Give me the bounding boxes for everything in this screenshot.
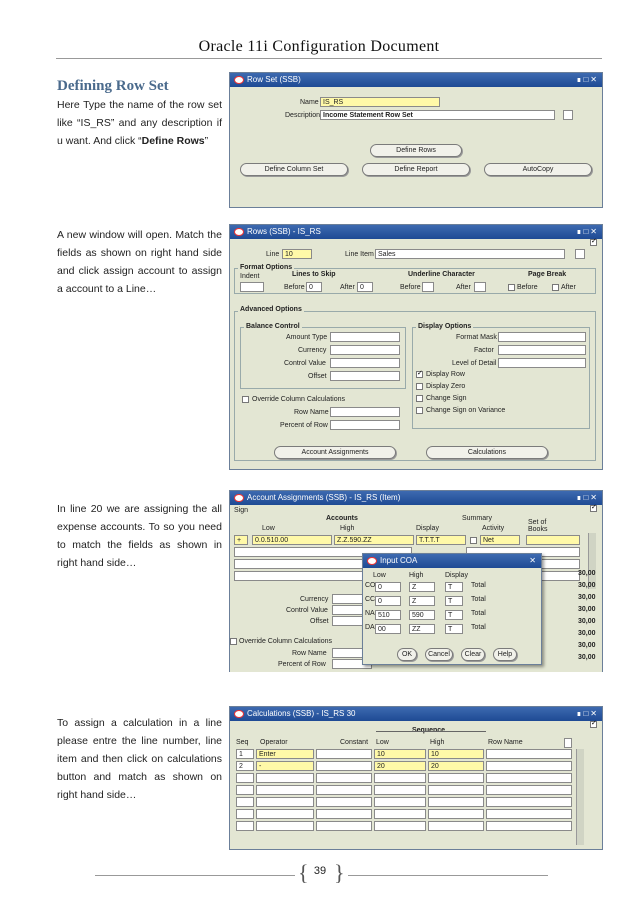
seq-field[interactable] [236, 797, 254, 807]
accounts-header: Accounts [326, 515, 358, 522]
set-of-books-header: Set of Books [528, 519, 548, 533]
control-value-label: Control Value [284, 360, 326, 367]
low-field[interactable] [374, 773, 426, 783]
sign-field[interactable]: + [234, 535, 248, 545]
change-sign-label: Change Sign [426, 395, 467, 402]
display-field[interactable]: T.T.T.T [416, 535, 466, 545]
line-label: Line [266, 251, 280, 258]
description-label: Description [285, 112, 321, 119]
side-value: 30,00 [578, 654, 596, 661]
level-of-detail-field[interactable] [498, 358, 586, 368]
operator-field[interactable] [256, 809, 314, 819]
amount-type-label: Amount Type [286, 334, 328, 341]
high-field[interactable] [428, 797, 484, 807]
window-controls-icon[interactable]: ∎□✕ [576, 227, 599, 236]
window-title: Account Assignments (SSB) - IS_RS (Item) [247, 493, 401, 502]
close-icon[interactable]: ✕ [529, 556, 538, 565]
scrollbar[interactable] [576, 749, 584, 845]
high-field[interactable] [428, 809, 484, 819]
checkbox[interactable] [590, 721, 597, 728]
override-checkbox[interactable] [242, 396, 249, 403]
low-header: Low [262, 525, 275, 532]
coa-low-field[interactable]: 0 [375, 582, 401, 592]
define-report-button[interactable]: Define Report [362, 163, 470, 176]
window-controls-icon[interactable]: ∎□✕ [576, 75, 599, 84]
page-break-after-checkbox[interactable] [552, 284, 559, 291]
oracle-icon [367, 557, 377, 565]
display-header: Display [416, 525, 439, 532]
display-header: Display [445, 572, 468, 579]
low-header: Low [376, 739, 389, 746]
after-label: After [340, 284, 355, 291]
constant-header: Constant [340, 739, 369, 746]
display-row-checkbox[interactable] [416, 371, 423, 378]
low-field[interactable]: 0.0.510.00 [252, 535, 332, 545]
operator-field[interactable] [256, 785, 314, 795]
line-field[interactable]: 10 [282, 249, 312, 259]
side-value: 30,00 [578, 570, 596, 577]
offset-label: Offset [308, 373, 327, 380]
offset-label: Offset [310, 618, 329, 625]
high-field[interactable] [428, 821, 484, 831]
coa-display-field[interactable]: T [445, 610, 463, 620]
before-label: Before [517, 284, 538, 291]
indent-label: Indent [240, 273, 260, 280]
underline-before-field[interactable] [422, 282, 434, 292]
side-value: 30,00 [578, 594, 596, 601]
oracle-icon [234, 710, 244, 718]
section1-text-end: ” [204, 135, 209, 147]
constant-field[interactable] [316, 797, 372, 807]
window-title: Row Set (SSB) [247, 75, 301, 84]
coa-high-field[interactable]: ZZ [409, 624, 435, 634]
seq-header: Seq [236, 739, 249, 746]
flex-bracket-icon[interactable] [564, 738, 572, 748]
currency-label: Currency [298, 347, 327, 354]
change-sign-variance-label: Change Sign on Variance [426, 407, 506, 414]
name-field[interactable]: IS_RS [320, 97, 440, 107]
format-mask-field[interactable] [498, 332, 586, 342]
row-name-field[interactable] [486, 749, 572, 759]
lines-to-skip-title: Lines to Skip [292, 271, 336, 278]
factor-label: Factor [474, 347, 494, 354]
clear-button[interactable]: Clear [461, 648, 485, 661]
window-titlebar[interactable] [230, 225, 602, 239]
after-label: After [456, 284, 471, 291]
section4-paragraph: To assign a calculation in a line please entre the line number, line item and then click on calculations button and match as shown on right hand side… [57, 717, 222, 801]
before-label: Before [400, 284, 421, 291]
before-label: Before [284, 284, 305, 291]
low-field[interactable]: 10 [374, 749, 426, 759]
checkbox[interactable] [590, 505, 597, 512]
window-titlebar[interactable] [363, 554, 541, 568]
footer-rule-right [348, 875, 548, 876]
flex-bracket-icon[interactable] [575, 249, 585, 259]
override-label: Override Column Calculations [252, 396, 345, 403]
checkbox[interactable] [590, 239, 597, 246]
coa-display-field[interactable]: T [445, 624, 463, 634]
low-field[interactable] [374, 821, 426, 831]
currency-label: Currency [300, 596, 329, 603]
set-of-books-field[interactable] [526, 535, 580, 545]
row-name-field[interactable] [330, 407, 400, 417]
currency-field[interactable] [330, 345, 400, 355]
seq-field[interactable]: 1 [236, 749, 254, 759]
format-mask-label: Format Mask [456, 334, 497, 341]
window-body [363, 568, 541, 664]
advanced-options-title: Advanced Options [240, 306, 302, 313]
summary-header: Summary [462, 515, 492, 522]
section3-paragraph: In line 20 we are assigning the all expense accounts. To so you need to match the fields as shown in right hand side… [57, 503, 222, 569]
percent-of-row-field[interactable] [330, 420, 400, 430]
display-row-label: Display Row [426, 371, 465, 378]
control-value-label: Control Value [286, 607, 328, 614]
window-body [230, 239, 602, 469]
coa-low-field[interactable]: 0 [375, 596, 401, 606]
page-break-before-checkbox[interactable] [508, 284, 515, 291]
change-sign-variance-checkbox[interactable] [416, 407, 423, 414]
scrollbar[interactable] [588, 533, 596, 589]
offset-field[interactable] [330, 371, 400, 381]
constant-field[interactable] [316, 809, 372, 819]
coa-low-field[interactable]: 00 [375, 624, 401, 634]
section1-text: Here Type the name of the row set like “IS_RS” and any description if u want. And click “ [57, 99, 222, 147]
summary-checkbox[interactable] [470, 537, 477, 544]
seq-field[interactable] [236, 785, 254, 795]
calculations-window [229, 706, 603, 850]
total-label: Total [471, 610, 486, 617]
window-body [230, 87, 602, 207]
row-name-label: Row Name [294, 409, 329, 416]
low-header: Low [373, 572, 386, 579]
ok-button[interactable]: OK [397, 648, 417, 661]
oracle-icon [234, 228, 244, 236]
activity-header: Activity [482, 525, 505, 532]
sequence-rule [376, 731, 486, 732]
footer-brace-right: } [334, 860, 345, 885]
window-titlebar[interactable] [230, 73, 602, 87]
line-item-label: Line Item [345, 251, 374, 258]
high-header: High [430, 739, 445, 746]
oracle-icon [234, 494, 244, 502]
row-name-label: Row Name [292, 650, 327, 657]
after-field[interactable]: 0 [357, 282, 373, 292]
low-field[interactable] [374, 785, 426, 795]
operator-field[interactable] [256, 821, 314, 831]
display-options-title: Display Options [418, 323, 472, 330]
before-field[interactable]: 0 [306, 282, 322, 292]
seq-field[interactable] [236, 821, 254, 831]
row-name-field[interactable] [486, 797, 572, 807]
window-title: Rows (SSB) - IS_RS [247, 227, 321, 236]
indent-field[interactable] [240, 282, 264, 292]
constant-field[interactable] [316, 785, 372, 795]
side-value: 30,00 [578, 606, 596, 613]
oracle-icon [234, 76, 244, 84]
rows-window [229, 224, 603, 470]
high-field[interactable]: 20 [428, 761, 484, 771]
define-rows-button[interactable]: Define Rows [370, 144, 462, 157]
underline-after-field[interactable] [474, 282, 486, 292]
window-controls-icon[interactable]: ∎□✕ [576, 493, 599, 502]
coa-high-field[interactable]: 590 [409, 610, 435, 620]
footer-rule-left [95, 875, 295, 876]
cancel-button[interactable]: Cancel [425, 648, 453, 661]
page-break-title: Page Break [528, 271, 567, 278]
total-label: Total [471, 624, 486, 631]
total-label: Total [471, 596, 486, 603]
format-options-title: Format Options [240, 264, 293, 271]
help-button[interactable]: Help [493, 648, 517, 661]
display-zero-checkbox[interactable] [416, 383, 423, 390]
window-title: Calculations (SSB) - IS_RS 30 [247, 709, 356, 718]
window-titlebar[interactable] [230, 491, 602, 505]
segment-label: CC [365, 596, 376, 603]
high-field[interactable] [428, 785, 484, 795]
change-sign-checkbox[interactable] [416, 395, 423, 402]
account-assignments-button[interactable]: Account Assignments [274, 446, 396, 459]
high-field[interactable]: Z.Z.590.ZZ [334, 535, 414, 545]
constant-field[interactable] [316, 761, 372, 771]
seq-field[interactable]: 2 [236, 761, 254, 771]
row-name-field[interactable] [486, 761, 572, 771]
page-title: Oracle 11i Configuration Document [198, 38, 440, 55]
title-rule [56, 58, 602, 59]
override-checkbox[interactable] [230, 638, 237, 645]
high-field[interactable] [428, 773, 484, 783]
control-value-field[interactable] [330, 358, 400, 368]
percent-of-row-label: Percent of Row [278, 661, 326, 668]
constant-field[interactable] [316, 773, 372, 783]
coa-display-field[interactable]: T [445, 582, 463, 592]
side-value: 30,00 [578, 582, 596, 589]
autocopy-button[interactable]: AutoCopy [484, 163, 592, 176]
side-value: 30,00 [578, 642, 596, 649]
rowset-window [229, 72, 603, 208]
coa-high-field[interactable]: Z [409, 596, 435, 606]
operator-field[interactable] [256, 797, 314, 807]
section1-bold: Define Rows [141, 135, 205, 147]
calculations-button[interactable]: Calculations [426, 446, 548, 459]
sequence-header: Sequence [412, 727, 446, 734]
constant-field[interactable] [316, 821, 372, 831]
balance-control-title: Balance Control [246, 323, 300, 330]
window-title: Input COA [380, 556, 418, 565]
high-field[interactable]: 10 [428, 749, 484, 759]
segment-label: NA [365, 610, 375, 617]
section1-paragraph [57, 96, 222, 150]
low-field[interactable] [374, 797, 426, 807]
section-heading: Defining Row Set [57, 78, 169, 94]
footer-brace-left: { [298, 860, 309, 885]
coa-display-field[interactable]: T [445, 596, 463, 606]
section2-paragraph: A new window will open. Match the fields as shown on right hand side and click assign account to assign a account to a Line… [57, 229, 222, 295]
percent-of-row-label: Percent of Row [280, 422, 328, 429]
low-field[interactable]: 20 [374, 761, 426, 771]
define-column-set-button[interactable]: Define Column Set [240, 163, 348, 176]
display-zero-label: Display Zero [426, 383, 466, 390]
operator-field[interactable] [256, 773, 314, 783]
window-titlebar[interactable] [230, 707, 602, 721]
override-label: Override Column Calculations [239, 638, 332, 645]
window-body [230, 721, 602, 849]
amount-type-field[interactable] [330, 332, 400, 342]
high-header: High [409, 572, 424, 579]
side-value: 30,00 [578, 630, 596, 637]
seq-field[interactable] [236, 809, 254, 819]
segment-label: CO [365, 582, 376, 589]
name-label: Name [300, 99, 319, 106]
description-field[interactable]: Income Statement Row Set [320, 110, 555, 120]
sign-header: Sign [234, 507, 249, 514]
activity-field[interactable]: Net [480, 535, 520, 545]
calc-rows [230, 749, 590, 849]
input-coa-window [362, 553, 542, 665]
underline-title: Underline Character [408, 271, 475, 278]
row-name-field[interactable] [486, 821, 572, 831]
page-number: 39 [313, 865, 327, 877]
factor-field[interactable] [498, 345, 586, 355]
constant-field[interactable] [316, 749, 372, 759]
line-item-field[interactable]: Sales [375, 249, 565, 259]
seq-field[interactable] [236, 773, 254, 783]
row-name-header: Row Name [488, 739, 523, 746]
total-label: Total [471, 582, 486, 589]
coa-low-field[interactable]: 510 [375, 610, 401, 620]
row-name-field[interactable] [486, 809, 572, 819]
row-name-field[interactable] [486, 785, 572, 795]
coa-rows [363, 582, 541, 642]
coa-high-field[interactable]: Z [409, 582, 435, 592]
low-field[interactable] [374, 809, 426, 819]
high-header: High [340, 525, 355, 532]
level-of-detail-label: Level of Detail [452, 360, 497, 367]
after-label: After [561, 284, 576, 291]
side-value: 30,00 [578, 618, 596, 625]
operator-header: Operator [260, 739, 288, 746]
operator-field[interactable]: - [256, 761, 314, 771]
operator-field[interactable]: Enter [256, 749, 314, 759]
row-name-field[interactable] [486, 773, 572, 783]
window-controls-icon[interactable]: ∎□✕ [576, 709, 599, 718]
flex-bracket-icon[interactable] [563, 110, 573, 120]
segment-label: DA [365, 624, 375, 631]
